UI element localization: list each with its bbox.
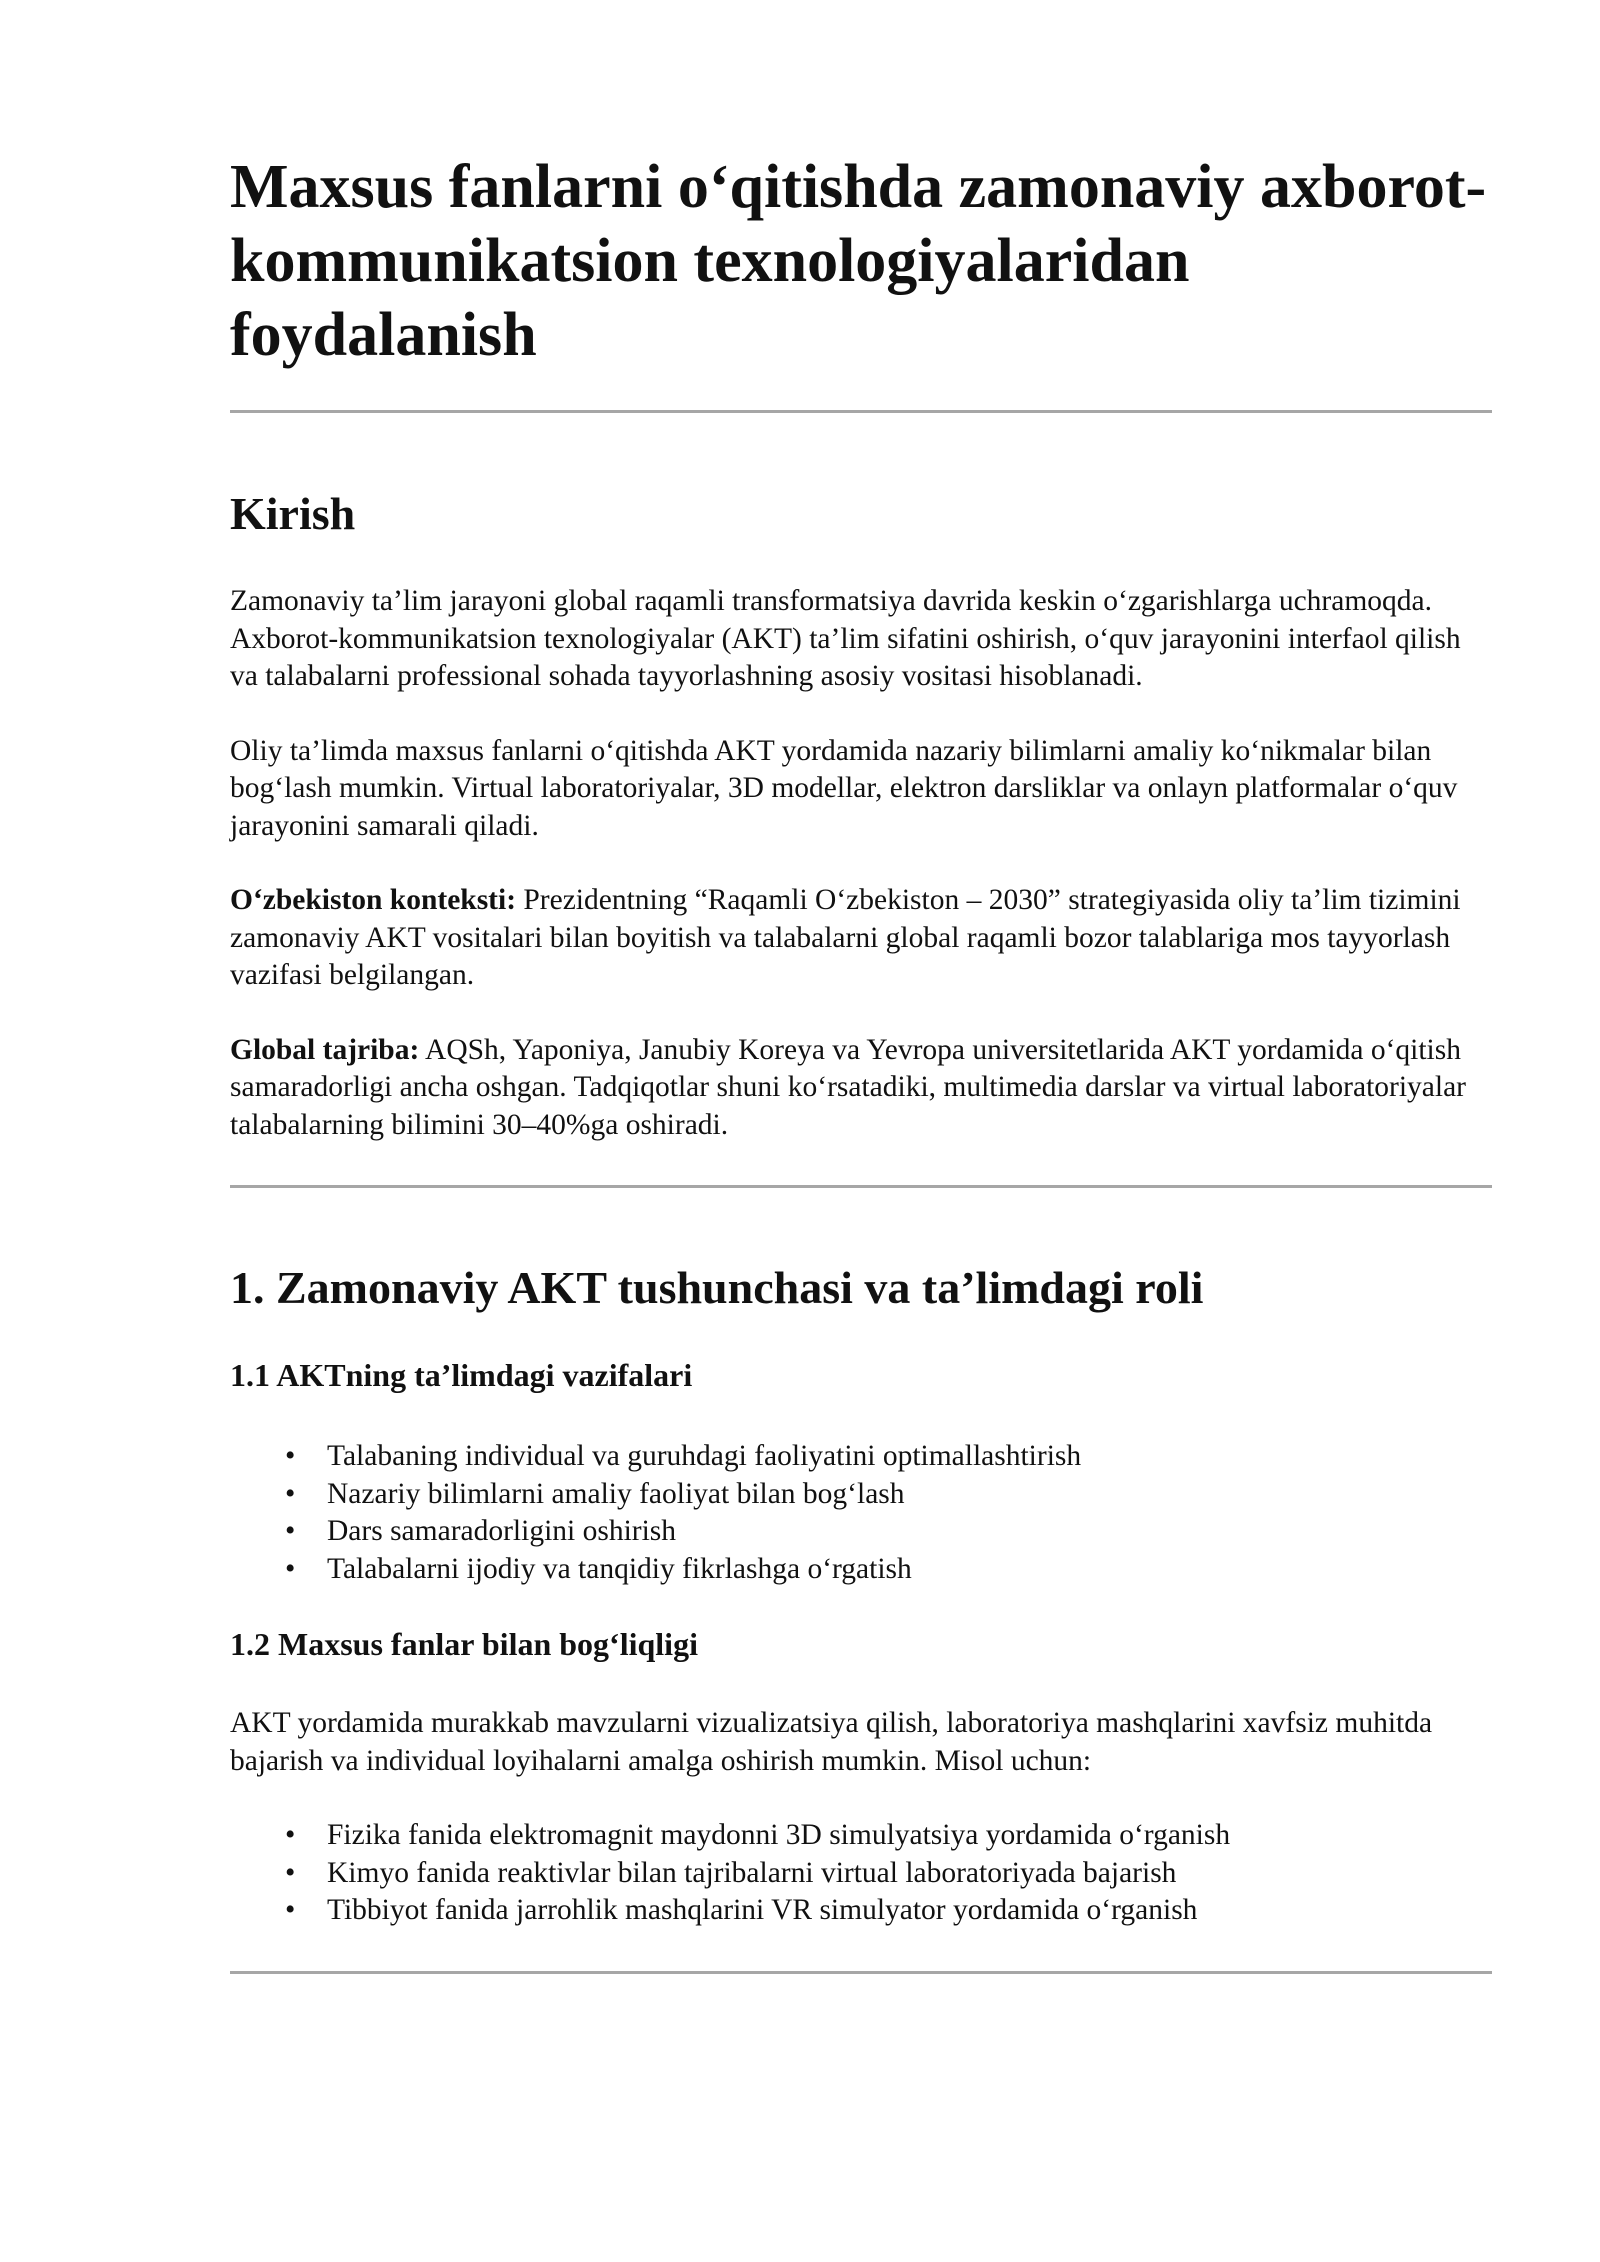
list-item bbox=[230, 1817, 1492, 1855]
list-item bbox=[230, 1438, 1492, 1476]
bullet-list bbox=[230, 1438, 1492, 1588]
list-item bbox=[230, 1892, 1492, 1930]
list-item-text: Nazariy bilimlarni amaliy faoliyat bilan bogʻlash bbox=[327, 1477, 905, 1510]
bullet-list bbox=[230, 1817, 1492, 1930]
list-item-text: Talabaning individual va guruhdagi faoliyatini optimallashtirish bbox=[327, 1440, 1082, 1472]
list-item bbox=[230, 1551, 1492, 1589]
paragraph-text: AQSh, Yaponiya, Janubiy Koreya va Yevropa universitetlarida AKT yordamida oʻqitish samaradorligi ancha oshgan. Tadqiqotlar shuni koʻrsatadiki, multimedia darslar va virtual laboratoriyalar talabalarning bilimini 30–40%ga oshiradi. bbox=[230, 1033, 1467, 1141]
horizontal-rule bbox=[230, 410, 1492, 413]
document-title: Maxsus fanlarni oʻqitishda zamonaviy axborot-kommunikatsion texnologiyalaridan foydalanish bbox=[230, 153, 1487, 369]
document-page bbox=[230, 0, 1492, 1974]
intro-paragraph-global-experience bbox=[230, 1032, 1492, 1145]
subsection-1-1-heading: 1.1 AKTning ta’limdagi vazifalari bbox=[230, 1357, 693, 1393]
paragraph-lead-label: Global tajriba: bbox=[230, 1033, 420, 1066]
list-item-text: Fizika fanida elektromagnit maydonni 3D simulyatsiya yordamida oʻrganish bbox=[327, 1819, 1231, 1851]
list-item-text: Kimyo fanida reaktivlar bilan tajribalarni virtual laboratoriyada bajarish bbox=[327, 1856, 1177, 1889]
list-item-text: Dars samaradorligini oshirish bbox=[327, 1515, 677, 1547]
list-item bbox=[230, 1855, 1492, 1893]
bullet-icon: • bbox=[285, 1477, 296, 1510]
bullet-icon: • bbox=[285, 1440, 296, 1472]
paragraph-text: Prezidentning “Raqamli Oʻzbekiston – 2030” strategiyasida oliy ta’lim tizimini zamonaviy AKT vositalari bilan boyitish va talabalarni global raqamli bozor talablariga mos tayyorlash vazifasi belgilangan. bbox=[230, 884, 1461, 991]
list-item bbox=[230, 1476, 1492, 1514]
list-item bbox=[230, 1513, 1492, 1551]
bullet-icon: • bbox=[285, 1819, 296, 1851]
bullet-icon: • bbox=[285, 1552, 296, 1585]
subsection-1-2-paragraph: AKT yordamida murakkab mavzularni vizualizatsiya qilish, laboratoriya mashqlarini xavfsiz muhitda bajarish va individual loyihalarni amalga oshirish mumkin. Misol uchun: bbox=[230, 1707, 1433, 1777]
intro-heading: Kirish bbox=[230, 488, 356, 539]
subsection-1-2-heading: 1.2 Maxsus fanlar bilan bogʻliqligi bbox=[230, 1626, 698, 1662]
paragraph-lead-label: Oʻzbekiston konteksti: bbox=[230, 884, 517, 916]
intro-paragraph-1: Zamonaviy ta’lim jarayoni global raqamli transformatsiya davrida keskin oʻzgarishlarga uchramoqda. Axborot-kommunikatsion texnologiyalar (AKT) ta’lim sifatini oshirish, oʻquv jarayonini interfaol qilish va talabalarni professional sohada tayyorlashning asosiy vositasi hisoblanadi. bbox=[230, 585, 1461, 692]
intro-paragraph-uzbekistan-context bbox=[230, 882, 1492, 995]
list-item-text: Talabalarni ijodiy va tanqidiy fikrlashga oʻrgatish bbox=[327, 1552, 912, 1585]
bullet-icon: • bbox=[285, 1515, 296, 1547]
horizontal-rule bbox=[230, 1185, 1492, 1188]
intro-paragraph-2: Oliy ta’limda maxsus fanlarni oʻqitishda AKT yordamida nazariy bilimlarni amaliy koʻnikmalar bilan bogʻlash mumkin. Virtual laboratoriyalar, 3D modellar, elektron darsliklar va onlayn platformalar oʻquv jarayonini samarali qiladi. bbox=[230, 734, 1458, 842]
bullet-icon: • bbox=[285, 1856, 296, 1889]
section-1-heading: 1. Zamonaviy AKT tushunchasi va ta’limdagi roli bbox=[230, 1262, 1204, 1313]
horizontal-rule bbox=[230, 1971, 1492, 1974]
bullet-icon: • bbox=[285, 1894, 296, 1926]
list-item-text: Tibbiyot fanida jarrohlik mashqlarini VR simulyator yordamida oʻrganish bbox=[327, 1894, 1198, 1926]
